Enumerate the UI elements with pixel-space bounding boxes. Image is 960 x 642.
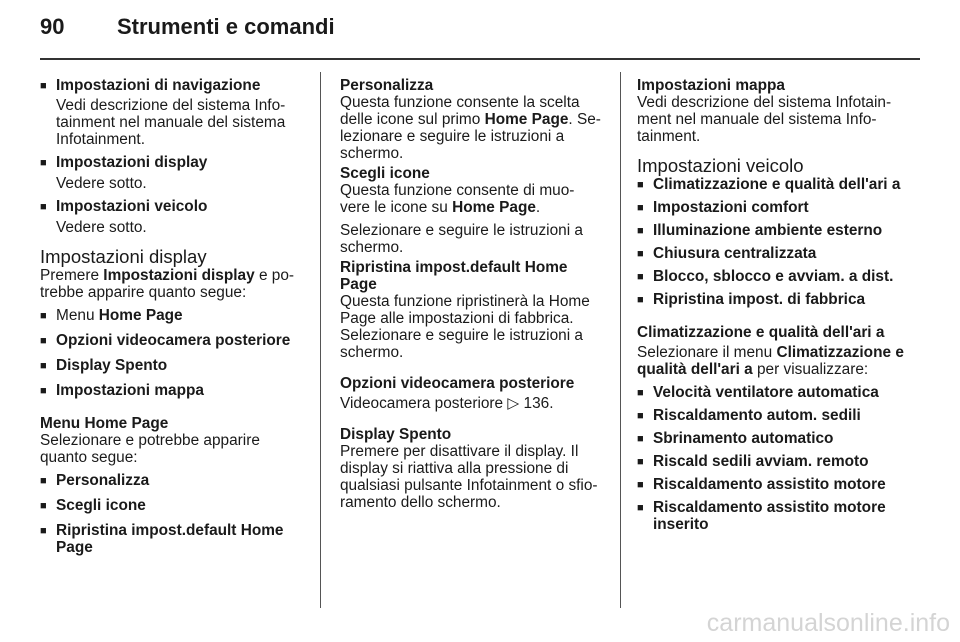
paragraph: Questa funzione consente di muo- vere le icone su Home Page. (340, 182, 575, 216)
subheading: Display Spento (340, 426, 452, 443)
header-rule (40, 58, 920, 60)
paragraph: Selezionare e seguire le istruzioni a schermo. (340, 222, 583, 256)
section-heading: Impostazioni display (40, 246, 207, 267)
column-2 (340, 77, 606, 511)
list-item: ■ Riscald sedili avviam. remoto (637, 453, 917, 470)
list-item: ■ Riscaldamento assistito motore (637, 476, 917, 493)
list-item: ■ Personalizza (40, 472, 302, 489)
list-item: ■ Impostazioni display (40, 154, 302, 171)
column-divider (620, 72, 621, 608)
paragraph: Videocamera posteriore ▷ 136. (340, 395, 554, 412)
page-reference-icon: ▷ (507, 395, 520, 412)
paragraph: Premere per disattivare il display. Il display si riattiva alla pressione di qualsiasi pulsante Infotainment o sfio- ramento dello schermo. (340, 443, 598, 511)
list-item: ■ Velocità ventilatore automatica (637, 384, 917, 401)
subheading: Impostazioni mappa (637, 77, 785, 94)
paragraph: Vedi descrizione del sistema Infotain- ment nel manuale del sistema Info- tainment. (637, 94, 892, 145)
list-item: ■ Blocco, sblocco e avviam. a dist. (637, 268, 917, 285)
list-item: ■ Impostazioni mappa (40, 382, 302, 399)
list-item: ■ Illuminazione ambiente esterno (637, 222, 917, 239)
list-item: ■ Riscaldamento assistito motore inserito (637, 499, 917, 533)
paragraph: Questa funzione consente la scelta delle icone sul primo Home Page. Se- lezionare e seguire le istruzioni a schermo. (340, 94, 601, 162)
list-item: ■ Ripristina impost.default Home Page (40, 522, 302, 556)
list-item: ■ Riscaldamento autom. sedili (637, 407, 917, 424)
page-header (0, 0, 960, 62)
paragraph: Selezionare il menu Climatizzazione e qualità dell'ari a per visualizzare: (637, 344, 904, 378)
list-item: ■ Impostazioni veicolo (40, 198, 302, 215)
column-3 (637, 77, 917, 533)
page-number: 90 (40, 14, 65, 39)
list-item: ■ Scegli icone (40, 497, 302, 514)
item-description: Vedere sotto. (56, 175, 147, 192)
subheading: Menu Home Page (40, 415, 169, 432)
page-title: Strumenti e comandi (117, 14, 335, 39)
subheading: Ripristina impost.default Home Page (340, 259, 568, 293)
subheading: Scegli icone (340, 165, 430, 182)
section-heading: Impostazioni veicolo (637, 155, 804, 176)
list-item: ■ Impostazioni di navigazione (40, 77, 302, 94)
list-item: ■ Climatizzazione e qualità dell'ari a (637, 176, 917, 193)
column-1 (40, 77, 302, 556)
paragraph: Selezionare e potrebbe apparire quanto segue: (40, 432, 260, 466)
column-divider (320, 72, 321, 608)
list-item: ■ Menu Home Page (40, 307, 302, 324)
list-item: ■ Sbrinamento automatico (637, 430, 917, 447)
list-item: ■ Opzioni videocamera posteriore (40, 332, 302, 349)
item-description: Vedere sotto. (56, 219, 147, 236)
watermark: carmanualsonline.info (706, 609, 950, 637)
subheading: Opzioni videocamera posteriore (340, 375, 575, 392)
subheading: Personalizza (340, 77, 434, 94)
subheading: Climatizzazione e qualità dell'ari a (637, 324, 885, 341)
paragraph: Premere Impostazioni display e po- trebbe apparire quanto segue: (40, 267, 295, 301)
item-description: Vedi descrizione del sistema Info- tainment nel manuale del sistema Infotainment. (56, 97, 286, 148)
list-item: ■ Impostazioni comfort (637, 199, 917, 216)
list-item: ■ Ripristina impost. di fabbrica (637, 291, 917, 308)
paragraph: Questa funzione ripristinerà la Home Page alle impostazioni di fabbrica. Selezionare e seguire le istruzioni a schermo. (340, 293, 590, 361)
list-item: ■ Display Spento (40, 357, 302, 374)
list-item: ■ Chiusura centralizzata (637, 245, 917, 262)
